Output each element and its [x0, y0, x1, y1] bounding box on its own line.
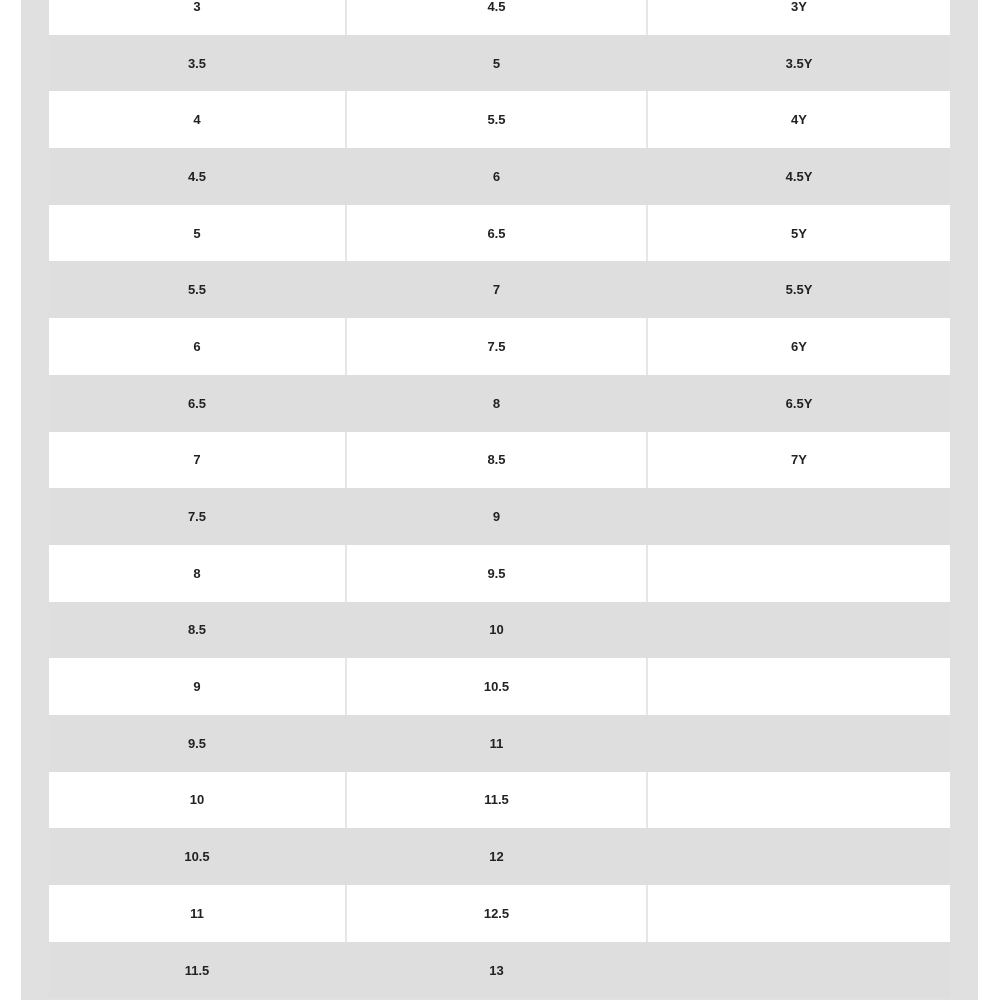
- table-cell-col2: 7.5: [347, 318, 648, 375]
- table-row: [49, 942, 950, 999]
- table-cell-col2: 5: [347, 35, 648, 92]
- table-cell-col3: 3Y: [791, 0, 807, 14]
- table-cell-col2: 10: [347, 602, 648, 659]
- table-row: [49, 658, 950, 715]
- table-cell-col1: 4.5: [49, 148, 347, 205]
- table-cell-col3: [648, 602, 950, 659]
- table-row: [49, 432, 950, 489]
- table-row: [49, 261, 950, 318]
- table-cell-col3: [648, 488, 950, 545]
- table-cell-col2: 11: [347, 715, 648, 772]
- table-row: [49, 205, 950, 262]
- table-cell-col1: 9: [49, 658, 347, 715]
- table-row: [49, 35, 950, 92]
- table-cell-col3: 5.5Y: [785, 282, 813, 298]
- table-cell-col1: 4: [49, 91, 347, 148]
- table-cell-col3: 5Y: [791, 225, 807, 241]
- table-cell-col1: 11: [49, 885, 347, 942]
- table-cell-col1: 5.5: [49, 261, 347, 318]
- table-cell-col2: 9: [347, 488, 648, 545]
- table-row: [49, 375, 950, 432]
- table-cell-col1: 10: [49, 772, 347, 829]
- table-cell-col2: 8.5: [347, 432, 648, 489]
- table-cell-col1: 8: [49, 545, 347, 602]
- table-cell-col1: 7.5: [49, 488, 347, 545]
- table-cell-col1: 3.5: [49, 35, 347, 92]
- table-row: [49, 772, 950, 829]
- table-cell-col2: 10.5: [347, 658, 648, 715]
- table-cell-col3: [648, 545, 950, 602]
- table-cell-col1: 6.5: [49, 375, 347, 432]
- table-cell-col3: 3.5Y: [785, 55, 813, 71]
- table-cell-col3: [648, 828, 950, 885]
- table-cell-col2: 6: [347, 148, 648, 205]
- table-cell-col3: [648, 772, 950, 829]
- size-conversion-table: [49, 0, 950, 1000]
- table-cell-col1: 10.5: [49, 828, 347, 885]
- table-row: [49, 602, 950, 659]
- table-cell-col3: [648, 658, 950, 715]
- table-cell-col3: 6.5Y: [785, 395, 813, 411]
- table-cell-col2: 13: [347, 942, 648, 999]
- table-cell-col1: 7: [49, 432, 347, 489]
- table-cell-col1: 9.5: [49, 715, 347, 772]
- table-cell-col2: 6.5: [347, 205, 648, 262]
- table-cell-col1: 6: [49, 318, 347, 375]
- table-row: [49, 545, 950, 602]
- table-cell-col2: 12: [347, 828, 648, 885]
- table-cell-col3: 4.5Y: [785, 168, 813, 184]
- table-cell-col2: 7: [347, 261, 648, 318]
- table-row: [49, 318, 950, 375]
- table-cell-col2: 8: [347, 375, 648, 432]
- table-row: [49, 715, 950, 772]
- table-row: [49, 0, 950, 35]
- table-cell-col1: 11.5: [49, 942, 347, 999]
- table-cell-col2: 4.5: [347, 0, 648, 35]
- table-cell-col1: 5: [49, 205, 347, 262]
- table-cell-col3: [648, 885, 950, 942]
- table-cell-col3: [648, 715, 950, 772]
- table-cell-col2: 11.5: [347, 772, 648, 829]
- table-cell-col2: 5.5: [347, 91, 648, 148]
- table-cell-col2: 12.5: [347, 885, 648, 942]
- table-row: [49, 828, 950, 885]
- table-cell-col1: 8.5: [49, 602, 347, 659]
- table-cell-col3: 4Y: [791, 112, 807, 128]
- table-row: [49, 488, 950, 545]
- table-body: [49, 0, 950, 998]
- table-row: [49, 91, 950, 148]
- table-cell-col3: 7Y: [791, 452, 807, 468]
- table-cell-col3: 6Y: [791, 338, 807, 354]
- table-row: [49, 148, 950, 205]
- table-cell-col1: 3: [49, 0, 347, 35]
- table-row: [49, 885, 950, 942]
- table-cell-col2: 9.5: [347, 545, 648, 602]
- table-cell-col3: [648, 942, 950, 999]
